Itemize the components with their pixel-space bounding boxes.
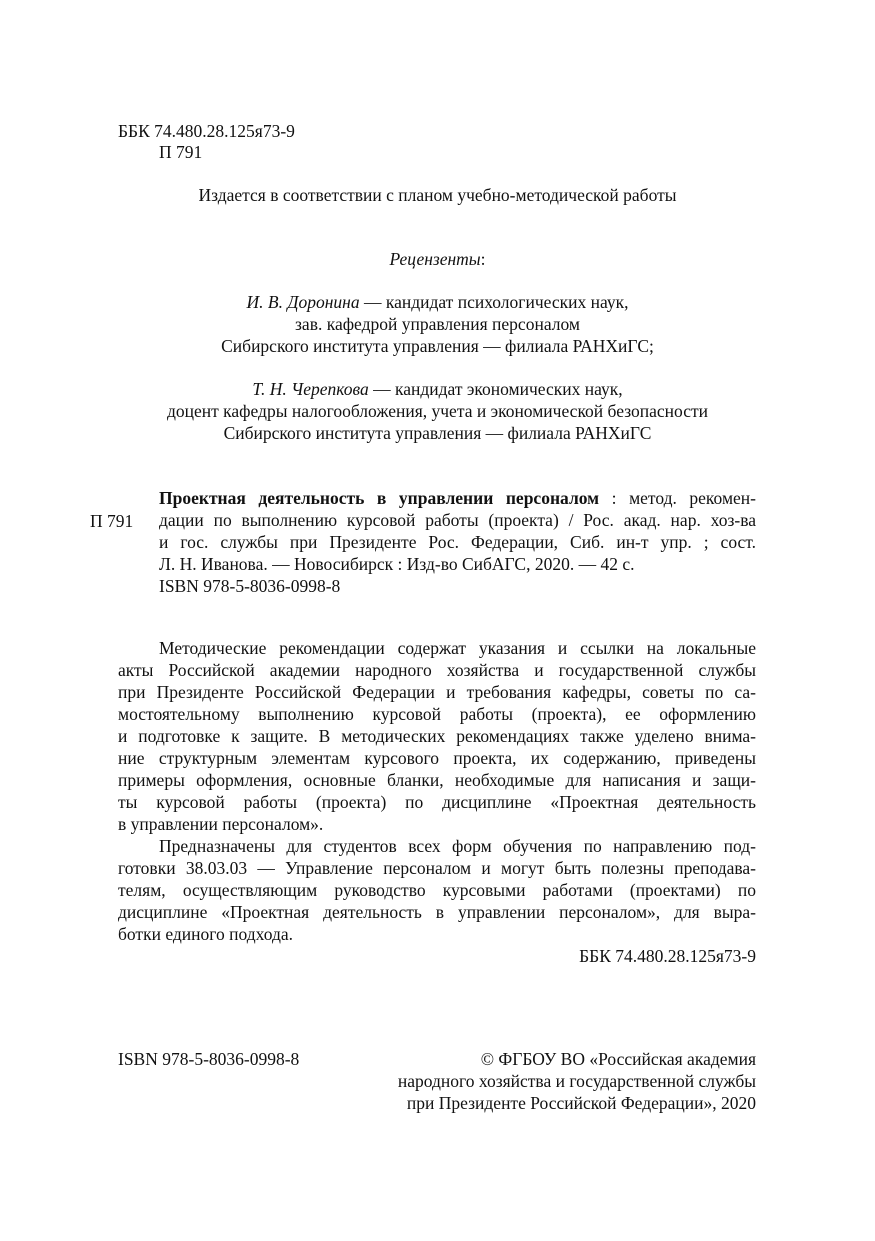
reviewer-1-line-1: И. В. Доронина — кандидат психологических наук, [246, 292, 629, 312]
copyright-line: народного хозяйства и государственной службы [397, 1071, 756, 1091]
reviewers-title: Рецензенты [389, 249, 481, 269]
copyright-line: при Президенте Российской Федерации», 2020 [406, 1093, 756, 1113]
abstract-p1-line: примеры оформления, основные бланки, необходимые для написания и защи- [118, 770, 756, 790]
abstract-p1-line: и подготовке к защите. В методических рекомендациях также уделено внима- [118, 726, 756, 746]
author-mark: П 791 [159, 142, 203, 162]
reviewer-2-line-3: Сибирского института управления — филиала РАНХиГС [223, 423, 652, 443]
catalog-line-3: и гос. службы при Президенте Рос. Федерации, Сиб. ин-т упр. ; сост. [159, 532, 756, 552]
reviewer-1-line-3: Сибирского института управления — филиала РАНХиГС; [221, 336, 654, 356]
catalog-isbn: ISBN 978-5-8036-0998-8 [159, 576, 341, 596]
abstract-p2-line: телям, осуществляющим руководство курсовыми работами (проектами) по [118, 880, 756, 900]
abstract-p1-line: в управлении персоналом». [118, 814, 324, 834]
abstract-p1-line: мостоятельному выполнению курсовой работы (проекта), ее оформлению [118, 704, 756, 724]
catalog-side-code: П 791 [90, 511, 134, 531]
abstract-p1-line: при Президенте Российской Федерации и требования кафедры, советы по са- [118, 682, 756, 702]
catalog-line-4: Л. Н. Иванова. — Новосибирск : Изд-во СибАГС, 2020. — 42 с. [159, 554, 635, 574]
reviewer-2-line-2: доцент кафедры налогообложения, учета и экономической безопасности [166, 401, 708, 421]
bbk-index: ББК 74.480.28.125я73-9 [118, 121, 295, 141]
abstract-p1-line: ты курсовой работы (проекта) по дисциплине «Проектная деятельность [118, 792, 756, 812]
abstract-p2-line: дисциплине «Проектная деятельность в управлении персоналом», для выра- [118, 902, 756, 922]
abstract-bbk: ББК 74.480.28.125я73-9 [579, 946, 756, 966]
abstract-p2-line: Предназначены для студентов всех форм обучения по направлению под- [159, 836, 756, 856]
abstract-p1-line: акты Российской академии народного хозяйства и государственной службы [118, 660, 756, 680]
catalog-line-1: Проектная деятельность в управлении персоналом : метод. рекомен- [159, 488, 756, 508]
abstract-p1-line: ние структурным элементам курсового проекта, их содержанию, приведены [118, 748, 756, 768]
reviewer-1-line-2: зав. кафедрой управления персоналом [295, 314, 580, 334]
reviewer-2-name: Т. Н. Черепкова [252, 379, 369, 399]
abstract-p1-line: Методические рекомендации содержат указания и ссылки на локальные [159, 638, 756, 658]
catalog-line-2: дации по выполнению курсовой работы (проекта) / Рос. акад. нар. хоз-ва [159, 510, 756, 530]
catalog-title: Проектная деятельность в управлении персоналом [159, 488, 600, 508]
reviewer-2-line-1: Т. Н. Черепкова — кандидат экономических наук, [252, 379, 623, 399]
publication-note: Издается в соответствии с планом учебно-методической работы [198, 185, 677, 205]
reviewers-heading: Рецензенты: [389, 249, 486, 269]
abstract-p2-line: ботки единого подхода. [118, 924, 293, 944]
footer-isbn: ISBN 978-5-8036-0998-8 [118, 1049, 300, 1069]
abstract-p2-line: готовки 38.03.03 — Управление персоналом и могут быть полезны преподава- [118, 858, 756, 878]
copyright-line: © ФГБОУ ВО «Российская академия [480, 1049, 756, 1069]
reviewer-1-name: И. В. Доронина [246, 292, 360, 312]
